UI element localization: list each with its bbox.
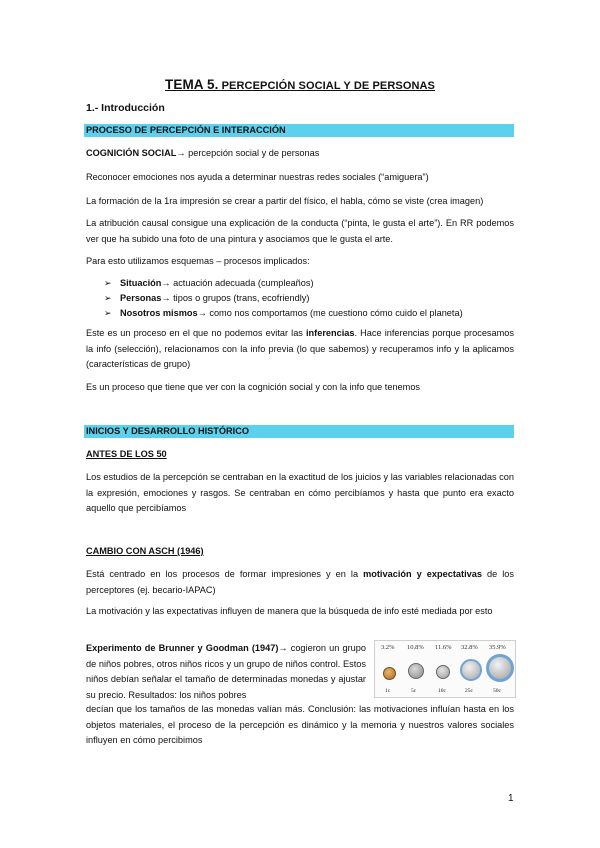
penny-coin-icon [383,667,396,680]
cognicion-rest: percepción social y de personas [185,148,320,158]
percent-label: 35.9% [489,644,506,651]
bullet-bold: Situación [120,278,162,288]
subheading-asch [86,544,514,560]
inf-text-c: . Hace inferencias porque procesamos la info (selección), relacionamos con la info previa (lo que sabemos) y recuperamos info y la aplicamos (características de grupo) [86,328,514,369]
coin-label: 10c [438,688,446,694]
paragraph-formacion: La formación de la 1ra impresión se crear a partir del físico, el habla, cómo se viste (crea imagen) [86,196,484,206]
bullet-text: como nos comportamos (me cuestiono cómo cuido el planeta) [206,308,463,318]
half-dollar-coin-icon [486,654,514,682]
title-rest: PERCEPCIÓN SOCIAL Y DE PERSONAS [218,80,435,92]
experimento-bold: Experimento de Brunner y Goodman (1947) [86,643,279,653]
bullet-arrow-icon: ➢ [104,278,112,288]
percent-label: 10.8% [407,644,424,651]
paragraph-inferencias [86,326,514,373]
bullet-bold: Nosotros mismos [120,308,198,318]
paragraph-redes: Reconocer emociones nos ayuda a determinar nuestras redes sociales (“amiguera”) [86,172,429,182]
arrow-icon: → [161,278,171,288]
dime-coin-icon [436,665,450,679]
inf-text-a: Este es un proceso en el que no podemos evitar las [86,328,306,338]
paragraph-experimento-cont: decían que los tamaños de las monedas valían más. Conclusión: las motivaciones influían hasta en los objetos materiales, el proceso de la percepción es dinámico y la memoria y nuestros valores sociales influyen en cómo percibimos [86,704,514,745]
arrow-icon: → [161,293,171,303]
bullet-text: actuación adecuada (cumpleaños) [170,278,314,288]
list-item [104,306,463,321]
bullet-arrow-icon: ➢ [104,293,112,303]
coins-figure [374,640,516,698]
coin-label: 50c [493,688,501,694]
coin-label: 5c [411,688,417,694]
bullet-bold: Personas [120,293,162,303]
section-band-percepcion: PROCESO DE PERCEPCIÓN E INTERACCIÓN [84,124,514,137]
arrow-icon: → [176,148,186,158]
paragraph-esquemas: Para esto utilizamos esquemas – procesos implicados: [86,256,310,266]
asch-text-c: de los perceptores (ej. becario-IAPAC) [86,569,514,595]
cognicion-social-line [86,146,514,162]
quarter-coin-icon [460,659,482,681]
procesos-list [104,276,463,321]
paragraph-cognicion: Es un proceso que tiene que ver con la cognición social y con la info que tenemos [86,382,421,392]
list-item [104,291,463,306]
percent-label: 3.2% [381,644,395,651]
paragraph-motivacion: La motivación y las expectativas influyen de manera que la búsqueda de info esté mediada por esto [86,606,493,616]
asch-bold: motivación y expectativas [363,569,482,579]
percent-label: 11.6% [435,644,452,651]
bullet-arrow-icon: ➢ [104,308,112,318]
title-prefix: TEMA 5. [165,77,219,92]
intro-heading: 1.- Introducción [86,102,165,114]
experimento-text: cogieron un grupo de niños pobres, otros niños ricos y un grupo de niños control. Estos niños debían señalar el tamaño de determinadas monedas y ajustar su precio. Resultados: los niños pobres [86,643,366,700]
paragraph-antes: Los estudios de la percepción se centraban en la exactitud de los juicios y las variables relacionadas con la expresión, emociones y rasgos. Se centraban en cómo percibíamos y hasta que punto era exacto aquello que percibíamos [86,472,514,513]
subheading-antes [86,447,514,463]
coin-label: 1c [385,688,391,694]
section-band-inicios: INICIOS Y DESARROLLO HISTÓRICO [84,425,514,438]
arrow-icon: → [197,308,207,318]
paragraph-atribucion: La atribución causal consigue una explicación de la conducta (“pinta, le gusta el arte”). En RR podemos ver que ha subido una foto de una pintura y asociamos que le gusta el arte. [86,218,514,244]
bullet-text: tipos o grupos (trans, ecofriendly) [170,293,310,303]
cognicion-bold: COGNICIÓN SOCIAL [86,148,177,158]
percent-label: 32.8% [461,644,478,651]
paragraph-asch [86,567,514,598]
paragraph-experimento [86,641,366,703]
coin-label: 25c [465,688,473,694]
arrow-icon: → [278,643,288,653]
nickel-coin-icon [408,663,424,679]
asch-text-a: Está centrado en los procesos de formar impresiones y en la [86,569,364,579]
page-title [0,77,600,92]
page-number: 1 [508,793,514,804]
list-item [104,276,463,291]
subheading-antes-text: ANTES DE LOS 50 [86,449,167,459]
inf-bold: inferencias [306,328,355,338]
subheading-asch-text: CAMBIO CON ASCH (1946) [86,546,204,556]
